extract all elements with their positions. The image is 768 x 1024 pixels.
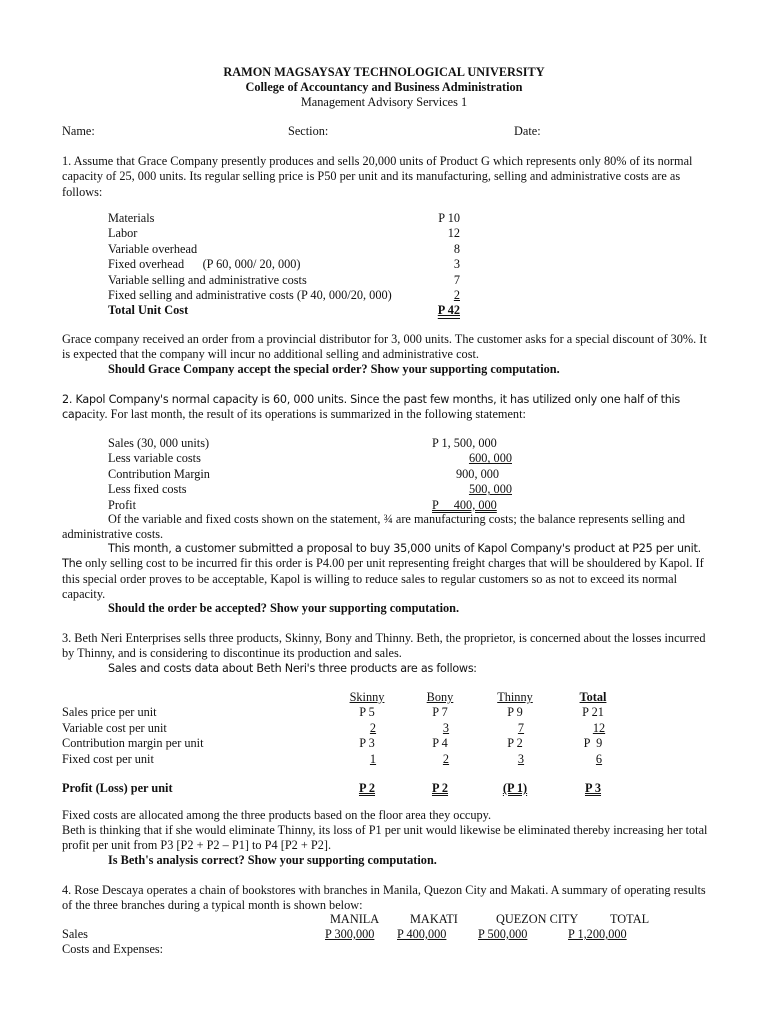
statement-row xyxy=(108,451,512,466)
cost-label: Fixed selling and administrative costs (P 40, 000/20, 000) xyxy=(108,288,392,303)
q4-sales-makati: P 400,000 xyxy=(397,927,447,941)
q4-col-manila: MANILA xyxy=(330,912,380,926)
col-skinny: Skinny xyxy=(349,690,385,704)
q1-intro: 1. Assume that Grace Company presently produces and sells 20,000 units of Product G which represents only 80% of its normal capacity of 25, 000 units. Its regular selling price is P50 per unit and its manufacturing, selling and administrative costs are as follows: xyxy=(62,154,693,199)
q2-intro-start: 2. Kapol Company's normal capacity is 60, 000 units. Since the past few months, it has utilized only one half of this cap xyxy=(62,393,680,422)
q1-order-text: Grace company received an order from a provincial distributor for 3, 000 units. The customer asks for a special discount of 30%. It is expected that the company will incur no additional selling and administrative cost. xyxy=(62,332,707,362)
q4-sales-manila: P 300,000 xyxy=(325,927,375,941)
statement-value: P 1, 500, 000 xyxy=(432,436,497,450)
statement-row xyxy=(108,498,512,513)
cell-value: 3 xyxy=(442,720,450,735)
cell-value: P 4 xyxy=(432,736,448,751)
college-title: College of Accountancy and Business Administration xyxy=(245,80,523,94)
cost-value: 2 xyxy=(453,288,460,303)
cost-value: P 10 xyxy=(438,211,460,225)
profit-value: P 2 xyxy=(358,781,376,796)
cell-value: P 21 xyxy=(582,705,604,720)
cell-value: 3 xyxy=(517,751,525,766)
name-label: Name: xyxy=(62,124,95,138)
cost-label: Fixed overhead (P 60, 000/ 20, 000) xyxy=(108,257,301,272)
cell-value: P 9 xyxy=(507,705,523,720)
cell-value: P 7 xyxy=(432,705,448,720)
cost-value: 12 xyxy=(447,226,460,241)
cost-total-row xyxy=(108,303,460,318)
q3-intro: 3. Beth Neri Enterprises sells three products, Skinny, Bony and Thinny. Beth, the proprietor, is concerned about the losses incurred by Thinny, and is considering to discontinue its production and sales. xyxy=(62,631,706,661)
statement-label: Contribution Margin xyxy=(108,466,210,481)
q3-beth-note: Beth is thinking that if she would eliminate Thinny, its loss of P1 per unit would likewise be eliminated thereby increasing her total profit per unit from P3 [P2 + P2 – P1] to P4 [P2 + P2]. xyxy=(62,823,708,853)
cost-row xyxy=(108,211,460,226)
product-row xyxy=(62,721,630,736)
q4-costs-label: Costs and Expenses: xyxy=(62,942,164,956)
q4-intro: 4. Rose Descaya operates a chain of bookstores with branches in Manila, Quezon City and Makati. A summary of operating results of the three branches during a typical month is shown below: xyxy=(62,883,706,913)
q1-cost-table xyxy=(108,211,460,319)
q3-data-intro-text: Sales and costs data about Beth Neri's three products are as follows xyxy=(108,662,474,675)
q2-proposal-start: This month, a customer submitted a proposal to buy 35,000 units of Kapol Company's product at P25 per unit. The xyxy=(62,542,701,571)
cost-row xyxy=(108,288,460,303)
row-label: Sales price per unit xyxy=(62,705,157,720)
cost-row xyxy=(108,242,460,257)
col-thinny: Thinny xyxy=(497,690,533,704)
statement-value: P 400, 000 xyxy=(432,497,497,512)
q4-sales-total: P 1,200,000 xyxy=(568,927,627,941)
col-total: Total xyxy=(579,690,607,704)
cost-value: 7 xyxy=(453,272,460,287)
total-unit-cost-value: P 42 xyxy=(437,303,460,318)
statement-label: Less fixed costs xyxy=(108,482,187,497)
cell-value: 2 xyxy=(369,720,377,735)
cell-value: 2 xyxy=(442,751,450,766)
cell-value: 1 xyxy=(369,751,377,766)
cell-value: P 9 xyxy=(583,736,603,751)
q3-question: Is Beth's analysis correct? Show your supporting computation. xyxy=(108,853,437,867)
statement-value: 900, 000 xyxy=(456,466,500,481)
statement-label: Sales (30, 000 units) xyxy=(108,436,210,450)
cost-label: Variable selling and administrative costs xyxy=(108,272,307,287)
profit-value: P 2 xyxy=(431,781,449,796)
cell-value: P 2 xyxy=(507,736,523,751)
q4-col-makati: MAKATI xyxy=(410,912,458,926)
q2-question: Should the order be accepted? Show your supporting computation. xyxy=(108,601,460,615)
product-row xyxy=(62,752,630,767)
q2-statement-table xyxy=(108,436,512,513)
profit-value: (P 1) xyxy=(502,781,528,796)
cost-label: Labor xyxy=(108,226,138,241)
statement-label: Profit xyxy=(108,497,137,512)
q2-intro xyxy=(62,392,710,423)
q3-product-table xyxy=(62,690,630,796)
q4-col-total: TOTAL xyxy=(610,912,650,926)
q2-note: Of the variable and fixed costs shown on the statement, ¾ are manufacturing costs; the balance represents selling and administrative costs. xyxy=(62,512,686,542)
statement-value: 500, 000 xyxy=(468,482,512,497)
cost-value: 3 xyxy=(453,257,460,272)
q3-data-intro xyxy=(108,661,477,676)
cost-label: Variable overhead xyxy=(108,241,198,256)
cell-value: P 5 xyxy=(359,705,375,720)
row-label: Variable cost per unit xyxy=(62,720,167,735)
q3-data-intro-colon: : xyxy=(473,661,477,675)
row-label: Fixed cost per unit xyxy=(62,751,154,766)
product-row xyxy=(62,705,630,720)
q4-col-quezon-city: QUEZON CITY xyxy=(496,912,579,926)
product-header-row xyxy=(62,690,630,705)
section-label: Section: xyxy=(288,124,329,138)
product-row xyxy=(62,736,630,751)
product-profit-row xyxy=(62,781,630,796)
col-bony: Bony xyxy=(426,690,454,704)
q4-sales-quezon-city: P 500,000 xyxy=(478,927,528,941)
q2-intro-end: acity. For last month, the result of its operations is summarized in the following statement: xyxy=(81,407,526,422)
row-label: Contribution margin per unit xyxy=(62,736,204,751)
university-title: RAMON MAGSAYSAY TECHNOLOGICAL UNIVERSITY xyxy=(223,65,545,79)
q1-question: Should Grace Company accept the special order? Show your supporting computation. xyxy=(108,362,560,376)
q3-fixed-note: Fixed costs are allocated among the three products based on the floor area they occupy. xyxy=(62,808,492,822)
q4-sales-label: Sales xyxy=(62,927,88,941)
course-title: Management Advisory Services 1 xyxy=(300,95,468,109)
cell-value: 12 xyxy=(592,720,606,735)
statement-label: Less variable costs xyxy=(108,451,201,466)
cost-row xyxy=(108,226,460,241)
cell-value: 7 xyxy=(517,720,525,735)
cell-value: 6 xyxy=(595,751,603,766)
cost-label: Materials xyxy=(108,211,155,225)
statement-row xyxy=(108,436,512,451)
statement-row xyxy=(108,467,512,482)
q2-proposal xyxy=(62,541,710,603)
cost-row xyxy=(108,273,460,288)
cost-row xyxy=(108,257,460,272)
profit-value: P 3 xyxy=(584,781,602,796)
statement-row xyxy=(108,482,512,497)
statement-value: 600, 000 xyxy=(468,451,512,466)
profit-label: Profit (Loss) per unit xyxy=(62,781,173,796)
q2-proposal-end: only selling cost to be incurred fir this order is P4.00 per unit representing freight charges that will be shouldered by Kapol. If this special order proves to be acceptable, Kapol is willing to reduce sales to regular customers so as not to exceed its normal capacity. xyxy=(62,556,704,602)
cell-value: P 3 xyxy=(359,736,375,751)
total-unit-cost-label: Total Unit Cost xyxy=(108,303,189,318)
cost-value: 8 xyxy=(453,241,460,256)
date-label: Date: xyxy=(514,124,541,138)
